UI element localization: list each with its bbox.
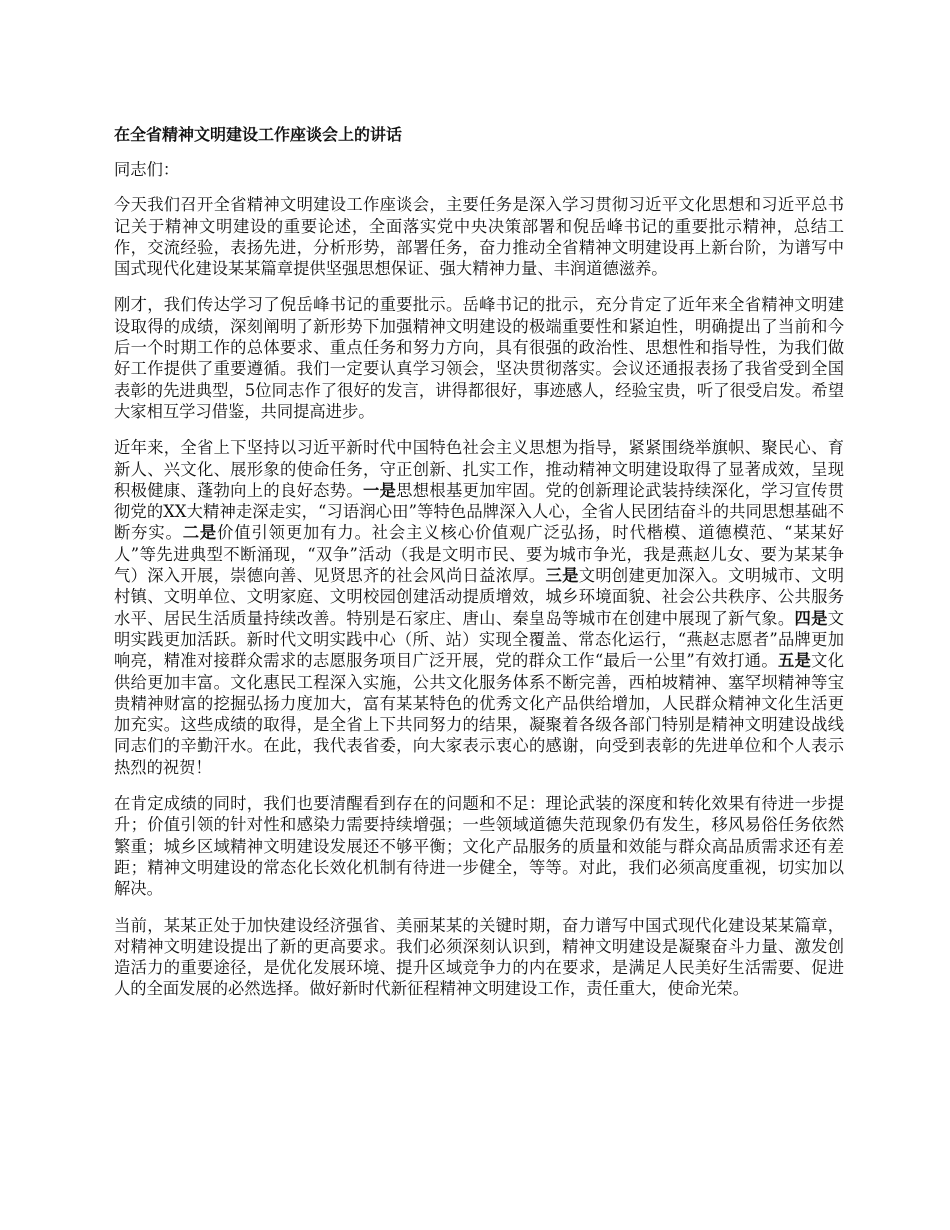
paragraph-instruction-review: 刚才，我们传达学习了倪岳峰书记的重要批示。岳峰书记的批示，充分肯定了近年来全省精神文明建设取得的成绩，深刻阐明了新形势下加强精神文明建设的极端重要性和紧迫性，明确提出了当前和今后一个时期工作的总体要求、重点任务和努力方向，具有很强的政治性、思想性和指导性，为我们做好工作提供了重要遵循。我们一定要认真学习领会，坚决贯彻落实。会议还通报表扬了我省受到全国表彰的先进典型，5位同志作了很好的发言，讲得都很好，事迹感人，经验宝贵，听了很受启发。希望大家相互学习借鉴，共同提高进步。 [114,295,844,421]
point-label-2: 二是 [182,523,218,543]
paragraph-opening: 今天我们召开全省精神文明建设工作座谈会，主要任务是深入学习贯彻习近平文化思想和习近平总书记关于精神文明建设的重要论述，全面落实党中央决策部署和倪岳峰书记的重要批示精神，总结工作，交流经验，表扬先进，分析形势，部署任务，奋力推动全省精神文明建设再上新台阶，为谱写中国式现代化建设某某篇章提供坚强思想保证、强大精神力量、丰润道德滋养。 [114,195,844,279]
achievements-intro: 近年来，全省上下坚持以习近平新时代中国特色社会主义思想为指导，紧紧围绕举旗帜、聚民心、育新人、兴文化、展形象的使命任务，守正创新、扎实工作，推动精神文明建设取得了显著成效，呈现积极健康、蓬勃向上的良好态势。 [114,438,844,500]
paragraph-problems: 在肯定成绩的同时，我们也要清醒看到存在的问题和不足：理论武装的深度和转化效果有待进一步提升；价值引领的针对性和感染力需要持续增强；一些领域道德失范现象仍有发生，移风易俗任务依然繁重；城乡区域精神文明建设发展还不够平衡；文化产品服务的质量和效能与群众高品质需求还有差距；精神文明建设的常态化长效化机制有待进一步健全，等等。对此，我们必须高度重视，切实加以解决。 [114,794,844,899]
point-label-3: 三是 [545,566,579,586]
point-label-4: 四是 [794,608,828,628]
point-label-5: 五是 [777,651,812,671]
paragraph-achievements [114,437,844,778]
point-text-1: 思想根基更加牢固。党的创新理论武装持续深化，学习宣传贯彻党的XX大精神走深走实，“习语润心田”等特色品牌深入人心，全省人民团结奋斗的共同思想基础不断夯实。 [114,480,844,543]
point-text-4: 文明实践更加活跃。新时代文明实践中心（所、站）实现全覆盖、常态化运行，“燕赵志愿者”品牌更加响亮，精准对接群众需求的志愿服务项目广泛开展，党的群众工作“最后一公里”有效打通。 [114,608,844,671]
document-title: 在全省精神文明建设工作座谈会上的讲话 [114,125,403,144]
point-label-1: 一是 [362,480,397,500]
salutation: 同志们： [114,160,180,179]
point-text-2: 价值引领更加有力。社会主义核心价值观广泛弘扬，时代楷模、道德模范、“某某好人”等先进典型不断涌现，“双争”活动（我是文明市民、要为城市争光，我是燕赵儿女、要为某某争气）深入开展，崇德向善、见贤思齐的社会风尚日益浓厚。 [114,523,844,586]
document-page [114,124,844,1015]
point-text-5: 文化供给更加丰富。文化惠民工程深入实施，公共文化服务体系不断完善，西柏坡精神、塞罕坝精神等宝贵精神财富的挖掘弘扬力度加大，富有某某特色的优秀文化产品供给增加，人民群众精神文化生活更加充实。这些成绩的取得，是全省上下共同努力的结果，凝聚着各级各部门特别是精神文明建设战线同志们的辛勤汗水。在此，我代表省委，向大家表示衷心的感谢，向受到表彰的先进单位和个人表示热烈的祝贺！ [114,651,844,777]
point-text-3: 文明创建更加深入。文明城市、文明村镇、文明单位、文明家庭、文明校园创建活动提质增效，城乡环境面貌、社会公共秩序、公共服务水平、居民生活质量持续改善。特别是石家庄、唐山、秦皇岛等城市在创建中展现了新气象。 [114,566,844,628]
paragraph-current-situation: 当前，某某正处于加快建设经济强省、美丽某某的关键时期，奋力谱写中国式现代化建设某某篇章，对精神文明建设提出了新的更高要求。我们必须深刻认识到，精神文明建设是凝聚奋斗力量、激发创造活力的重要途径，是优化发展环境、提升区域竞争力的内在要求，是满足人民美好生活需要、促进人的全面发展的必然选择。做好新时代新征程精神文明建设工作，责任重大，使命光荣。 [114,915,844,999]
